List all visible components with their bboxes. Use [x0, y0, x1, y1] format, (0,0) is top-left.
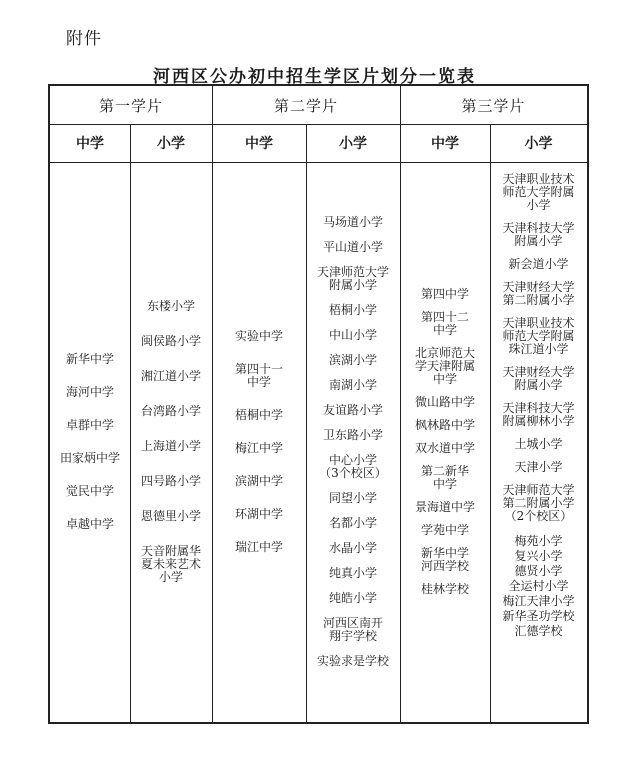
school-name: 马场道小学 [322, 215, 383, 229]
school-name: 中山小学 [328, 328, 377, 342]
school-name: 天津科技大学 附属小学 [502, 221, 575, 248]
school-name: 瑞江中学 [234, 540, 283, 554]
school-name: 海河中学 [65, 385, 114, 399]
school-name: 实验求是学校 [316, 654, 389, 668]
school-name: 梅江天津小学 [502, 594, 575, 608]
school-name: 全运村小学 [508, 579, 569, 593]
school-name: 天津职业技术 师范大学附属 珠江道小学 [502, 316, 575, 356]
zone-2-header: 第二学片 [273, 96, 338, 115]
school-name: 天津小学 [514, 460, 563, 474]
zone-1-middle-header: 中学 [76, 136, 104, 152]
zone-2-primary-list [306, 162, 400, 722]
school-name: 中心小学 （3个校区） [319, 453, 387, 480]
school-name: 桂林学校 [420, 582, 469, 596]
zone-1-header: 第一学片 [98, 96, 163, 115]
school-name: 天津师范大学 附属小学 [316, 265, 389, 292]
zone-3-primary-main [502, 168, 574, 528]
zone-3-middle-header: 中学 [431, 136, 459, 152]
school-name: 德贤小学 [514, 564, 563, 578]
school-name: 河西区南开 翔宇学校 [322, 616, 383, 643]
school-name: 汇德学校 [514, 624, 563, 638]
school-name: 纯真小学 [328, 566, 377, 580]
school-name: 台湾路小学 [140, 404, 201, 418]
school-name: 闽侯路小学 [140, 334, 201, 348]
school-name: 环湖中学 [234, 507, 283, 521]
zone-1-middle-list [50, 162, 130, 722]
school-name: 梧桐小学 [328, 303, 377, 317]
zone-1-primary-list [130, 162, 212, 722]
school-name: 天音附属华 夏未来艺术 小学 [140, 544, 201, 584]
zone-3-primary-tail [502, 534, 574, 639]
school-name: 南湖小学 [328, 378, 377, 392]
school-name: 第四十一 中学 [234, 362, 283, 389]
school-name: 第二新华 中学 [420, 464, 469, 491]
school-name: 卓群中学 [65, 418, 114, 432]
zone-table [48, 84, 589, 724]
zone-2-primary-header: 小学 [339, 136, 367, 152]
school-name: 土城小学 [514, 437, 563, 451]
school-name: 卫东路小学 [322, 428, 383, 442]
school-name: 滨湖中学 [234, 474, 283, 488]
school-name: 天津职业技术 师范大学附属 小学 [502, 172, 575, 212]
school-name: 天津师范大学 第二附属小学 （2个校区） [502, 483, 575, 523]
school-name: 景海道中学 [414, 500, 475, 514]
school-name: 卓越中学 [65, 517, 114, 531]
school-name: 双水道中学 [414, 441, 475, 455]
school-name: 梅江中学 [234, 441, 283, 455]
school-name: 四号路小学 [140, 474, 201, 488]
zone-2-middle-list [212, 162, 306, 722]
zone-3-header: 第三学片 [461, 96, 526, 115]
school-name: 恩德里小学 [140, 509, 201, 523]
school-name: 天津财经大学 第二附属小学 [502, 280, 575, 307]
school-name: 友谊路小学 [322, 403, 383, 417]
school-name: 湘江道小学 [140, 369, 201, 383]
school-name: 新会道小学 [508, 257, 569, 271]
school-name: 名都小学 [328, 516, 377, 530]
zone-3-middle-list [400, 162, 490, 722]
school-name: 新华中学 [65, 352, 114, 366]
school-name: 学苑中学 [420, 523, 469, 537]
school-name: 滨湖小学 [328, 353, 377, 367]
school-name: 第四十二 中学 [420, 310, 469, 337]
school-name: 新华中学 河西学校 [420, 546, 469, 573]
zone-1-primary-header: 小学 [157, 136, 185, 152]
school-name: 东楼小学 [146, 299, 195, 313]
school-name: 同望小学 [328, 491, 377, 505]
school-name: 微山路中学 [414, 395, 475, 409]
school-name: 天津财经大学 附属小学 [502, 365, 575, 392]
school-name: 水晶小学 [328, 541, 377, 555]
school-name: 觉民中学 [65, 484, 114, 498]
school-name: 纯皓小学 [328, 591, 377, 605]
zone-2-middle-header: 中学 [245, 136, 273, 152]
school-name: 新华圣功学校 [502, 609, 575, 623]
school-name: 复兴小学 [514, 549, 563, 563]
zone-3-primary-header: 小学 [524, 136, 553, 152]
school-name: 梧桐中学 [234, 408, 283, 422]
school-name: 上海道小学 [140, 439, 201, 453]
school-name: 天津科技大学 附属柳林小学 [502, 401, 575, 428]
zone-3-primary-list [490, 162, 587, 722]
attachment-label: 附件 [66, 29, 102, 49]
school-name: 田家炳中学 [59, 451, 120, 465]
school-name: 北京师范大 学天津附属 中学 [414, 346, 475, 386]
page-title: 河西区公办初中招生学区片划分一览表 [153, 67, 476, 87]
school-name: 第四中学 [420, 287, 469, 301]
school-name: 枫林路中学 [414, 418, 475, 432]
school-name: 平山道小学 [322, 240, 383, 254]
school-name: 实验中学 [234, 329, 283, 343]
school-name: 梅苑小学 [514, 534, 563, 548]
